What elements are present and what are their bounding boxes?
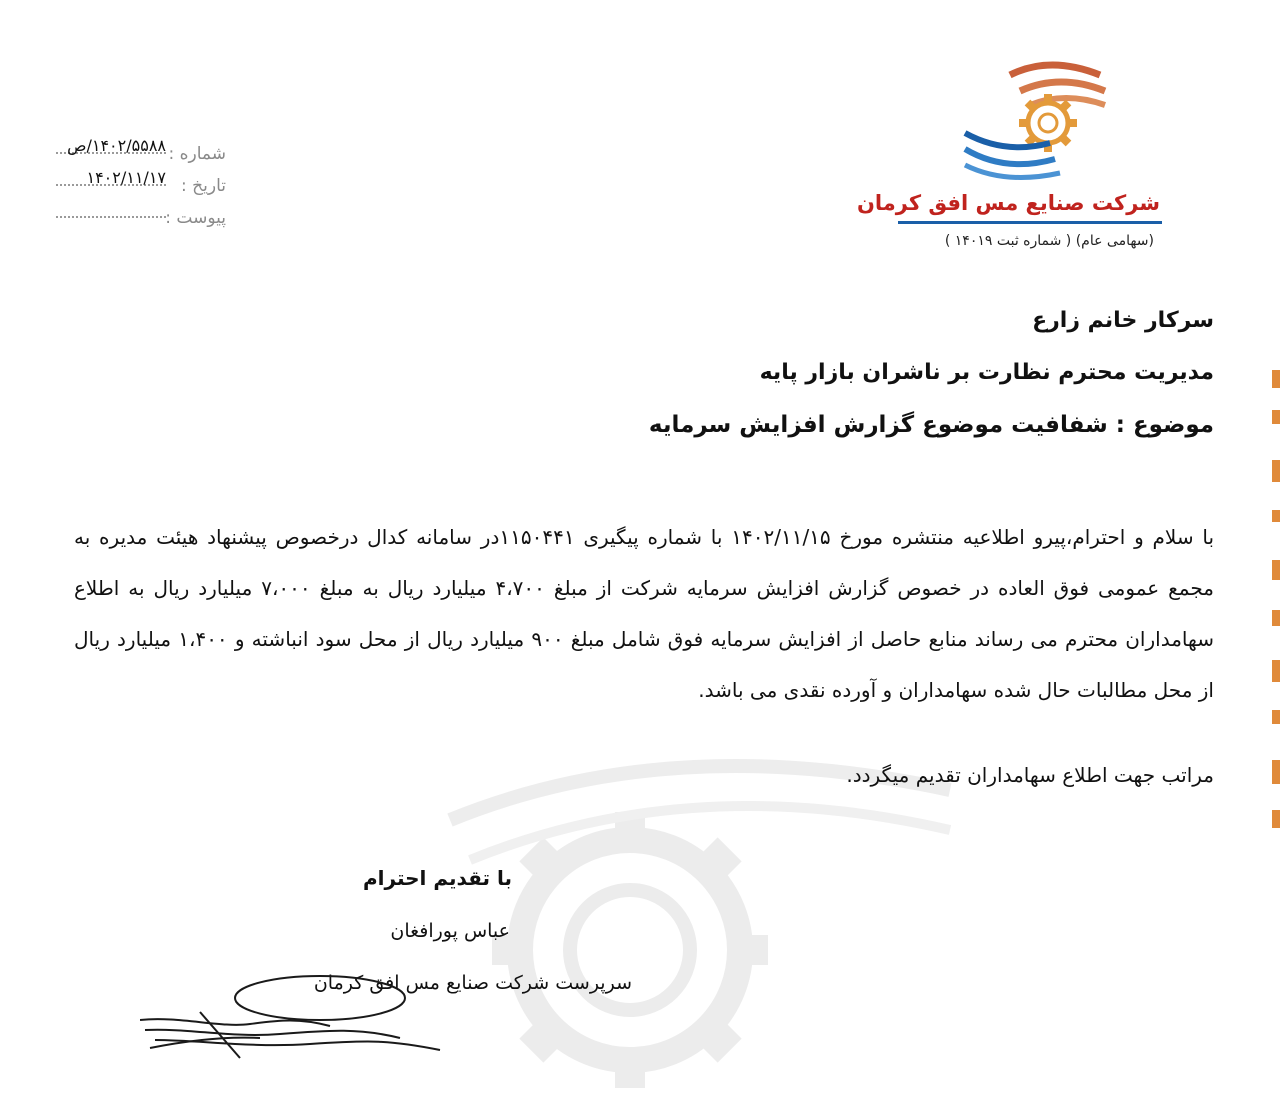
company-registration: (سهامی عام) ( شماره ثبت ۱۴۰۱۹ ) <box>944 233 1154 249</box>
signer-title: سرپرست شرکت صنایع مس افق کرمان <box>313 972 632 994</box>
closing-line: مراتب جهت اطلاع سهامداران تقدیم میگردد. <box>846 763 1214 787</box>
date-label: تاریخ : <box>181 176 226 196</box>
company-logo <box>960 55 1110 185</box>
recipient: سرکار خانم زارع <box>1032 308 1214 333</box>
signer-name: عباس پورافغان <box>390 920 510 942</box>
attachment-label: پیوست : <box>165 208 226 228</box>
regards-text: با تقدیم احترام <box>363 866 512 890</box>
company-name: شرکت صنایع مس افق کرمان <box>856 191 1160 215</box>
meta-date-row <box>18 170 238 202</box>
department: مدیریت محترم نظارت بر ناشران بازار پایه <box>759 360 1214 385</box>
letter-body: با سلام و احترام،پیرو اطلاعیه منتشره مورخ ۱۴۰۲/۱۱/۱۵ با شماره پیگیری ۱۱۵۰۴۴۱در سامانه کدال درخصوص پیشنهاد هیئت مدیره به مجمع عمومی فوق العاده در خصوص گزارش افزایش سرمایه شرکت از مبلغ ۴،۷۰۰ میلیارد ریال به مبلغ ۷،۰۰۰ میلیارد ریال به اطلاع سهامداران محترم می رساند منابع حاصل از افزایش سرمایه فوق شامل مبلغ ۹۰۰ میلیارد ریال از محل سود انباشته و ۱،۴۰۰ میلیارد ریال از محل مطالبات حال شده سهامداران و آورده نقدی می باشد. <box>74 525 1215 702</box>
number-label: شماره : <box>168 144 226 164</box>
attachment-dotted-line <box>56 216 166 218</box>
meta-attachment-row <box>18 202 238 234</box>
letter-meta <box>18 138 238 234</box>
meta-number-row <box>18 138 238 170</box>
handwritten-signature <box>140 968 450 1068</box>
subject-line: موضوع : شفافیت موضوع گزارش افزایش سرمایه <box>648 412 1214 438</box>
company-name-underline <box>898 221 1162 224</box>
letter-number: ۱۴۰۲/۵۵۸۸/ص <box>67 136 166 155</box>
company-logo-block <box>856 55 1170 265</box>
page-edge-marks <box>1268 360 1280 840</box>
letter-date: ۱۴۰۲/۱۱/۱۷ <box>86 168 166 187</box>
